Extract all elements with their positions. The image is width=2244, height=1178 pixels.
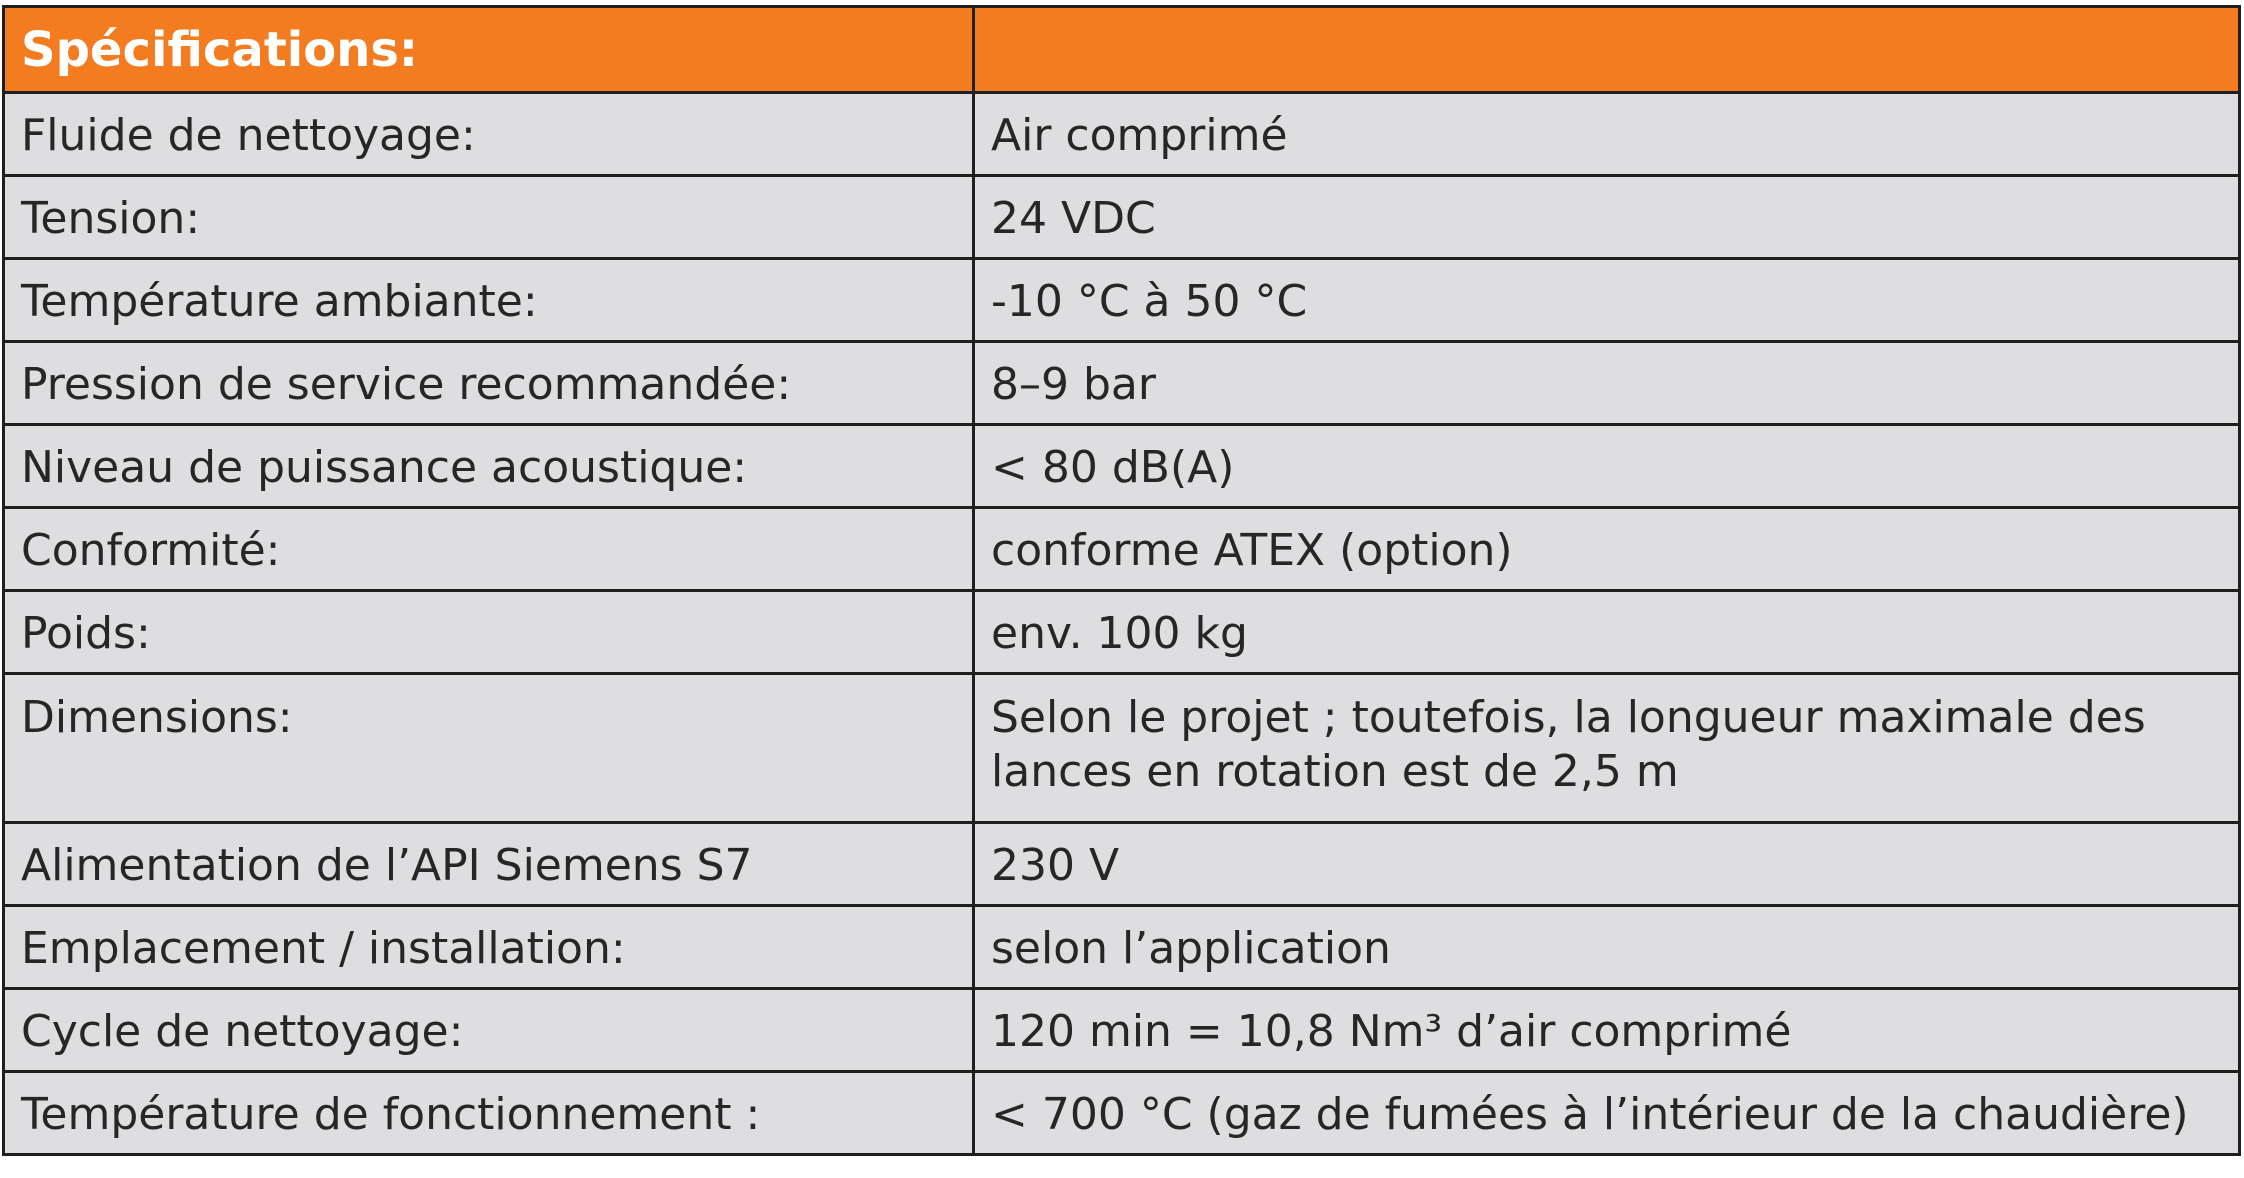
row-label: Fluide de nettoyage:	[4, 93, 974, 176]
row-label: Conformité:	[4, 508, 974, 591]
table-row	[4, 176, 2240, 259]
row-value: Air comprimé	[974, 93, 2240, 176]
row-value: 24 VDC	[974, 176, 2240, 259]
table-row	[4, 989, 2240, 1072]
row-label: Emplacement / installation:	[4, 906, 974, 989]
row-label: Alimentation de l’API Siemens S7	[4, 823, 974, 906]
table-row	[4, 906, 2240, 989]
row-value: env. 100 kg	[974, 591, 2240, 674]
row-label: Cycle de nettoyage:	[4, 989, 974, 1072]
table-header	[4, 7, 2240, 93]
row-value: Selon le projet ; toutefois, la longueur maximale des lances en rotation est de 2,5 m	[974, 674, 2240, 823]
row-value: 230 V	[974, 823, 2240, 906]
table-body	[4, 93, 2240, 1155]
table-row	[4, 823, 2240, 906]
row-label: Dimensions:	[4, 674, 974, 823]
table-row	[4, 259, 2240, 342]
header-row	[4, 7, 2240, 93]
row-label: Température ambiante:	[4, 259, 974, 342]
table-row	[4, 425, 2240, 508]
row-value: -10 °C à 50 °C	[974, 259, 2240, 342]
table-row	[4, 508, 2240, 591]
row-label: Pression de service recommandée:	[4, 342, 974, 425]
table-row	[4, 674, 2240, 823]
row-value: conforme ATEX (option)	[974, 508, 2240, 591]
row-value: < 700 °C (gaz de fumées à l’intérieur de la chaudière)	[974, 1072, 2240, 1155]
row-label: Température de fonctionnement :	[4, 1072, 974, 1155]
row-label: Niveau de puissance acoustique:	[4, 425, 974, 508]
table-row	[4, 591, 2240, 674]
table-row	[4, 342, 2240, 425]
header-value	[974, 7, 2240, 93]
table-row	[4, 1072, 2240, 1155]
specifications-table	[2, 5, 2241, 1156]
header-label: Spécifications:	[4, 7, 974, 93]
row-label: Tension:	[4, 176, 974, 259]
row-value: selon l’application	[974, 906, 2240, 989]
row-value: < 80 dB(A)	[974, 425, 2240, 508]
row-label: Poids:	[4, 591, 974, 674]
row-value: 8–9 bar	[974, 342, 2240, 425]
table-row	[4, 93, 2240, 176]
row-value: 120 min = 10,8 Nm³ d’air comprimé	[974, 989, 2240, 1072]
